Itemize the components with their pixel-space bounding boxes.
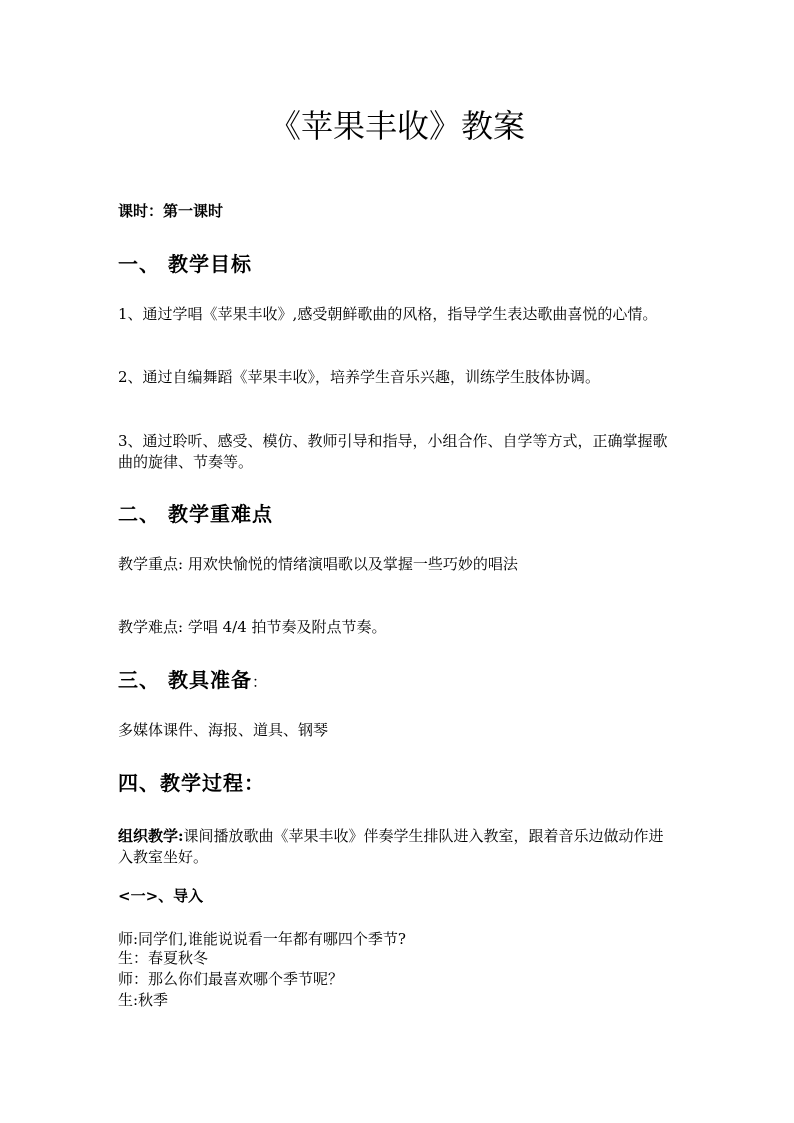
objective-item-1: 1、通过学唱《苹果丰收》,感受朝鲜歌曲的风格，指导学生表达歌曲喜悦的心情。 bbox=[118, 305, 658, 323]
objective-item-2: 2、通过自编舞蹈《苹果丰收》，培养学生音乐兴趣，训练学生肢体协调。 bbox=[118, 368, 601, 386]
difficult-point: 教学难点: 学唱 4/4 拍节奏及附点节奏。 bbox=[118, 618, 387, 636]
organize-label: 组织教学: bbox=[118, 827, 184, 845]
organize-paragraph bbox=[118, 826, 678, 868]
section-heading-materials-wrap bbox=[118, 670, 267, 690]
class-period: 课时：第一课时 bbox=[118, 202, 224, 220]
section-heading-materials-colon: ： bbox=[251, 673, 267, 691]
section-heading-objectives: 一、 教学目标 bbox=[118, 252, 252, 276]
organize-text: 课间播放歌曲《苹果丰收》伴奏学生排队进入教室，跟着音乐边做动作进入教室坐好。 bbox=[118, 827, 664, 866]
dialogue-line: 生：春夏秋冬 bbox=[118, 949, 209, 967]
sub-heading-intro: <一>、导入 bbox=[118, 887, 204, 905]
section-heading-materials: 三、 教具准备 bbox=[118, 668, 252, 692]
materials-list: 多媒体课件、海报、道具、钢琴 bbox=[118, 721, 329, 739]
section-heading-key-points: 二、 教学重难点 bbox=[118, 502, 273, 526]
document-title: 《苹果丰收》教案 bbox=[268, 107, 525, 145]
objective-item-3: 3、通过聆听、感受、模仿、教师引导和指导，小组合作、自学等方式，正确掌握歌曲的旋律、节奏等。 bbox=[118, 432, 668, 471]
section-heading-process: 四、教学过程： bbox=[118, 771, 265, 795]
key-point: 教学重点: 用欢快愉悦的情绪演唱歌以及掌握一些巧妙的唱法 bbox=[118, 555, 518, 573]
dialogue-line: 师：那么你们最喜欢哪个季节呢？ bbox=[118, 970, 344, 988]
dialogue-line: 生:秋季 bbox=[118, 991, 169, 1009]
dialogue-line: 师:同学们,谁能说说看一年都有哪四个季节? bbox=[118, 930, 406, 948]
